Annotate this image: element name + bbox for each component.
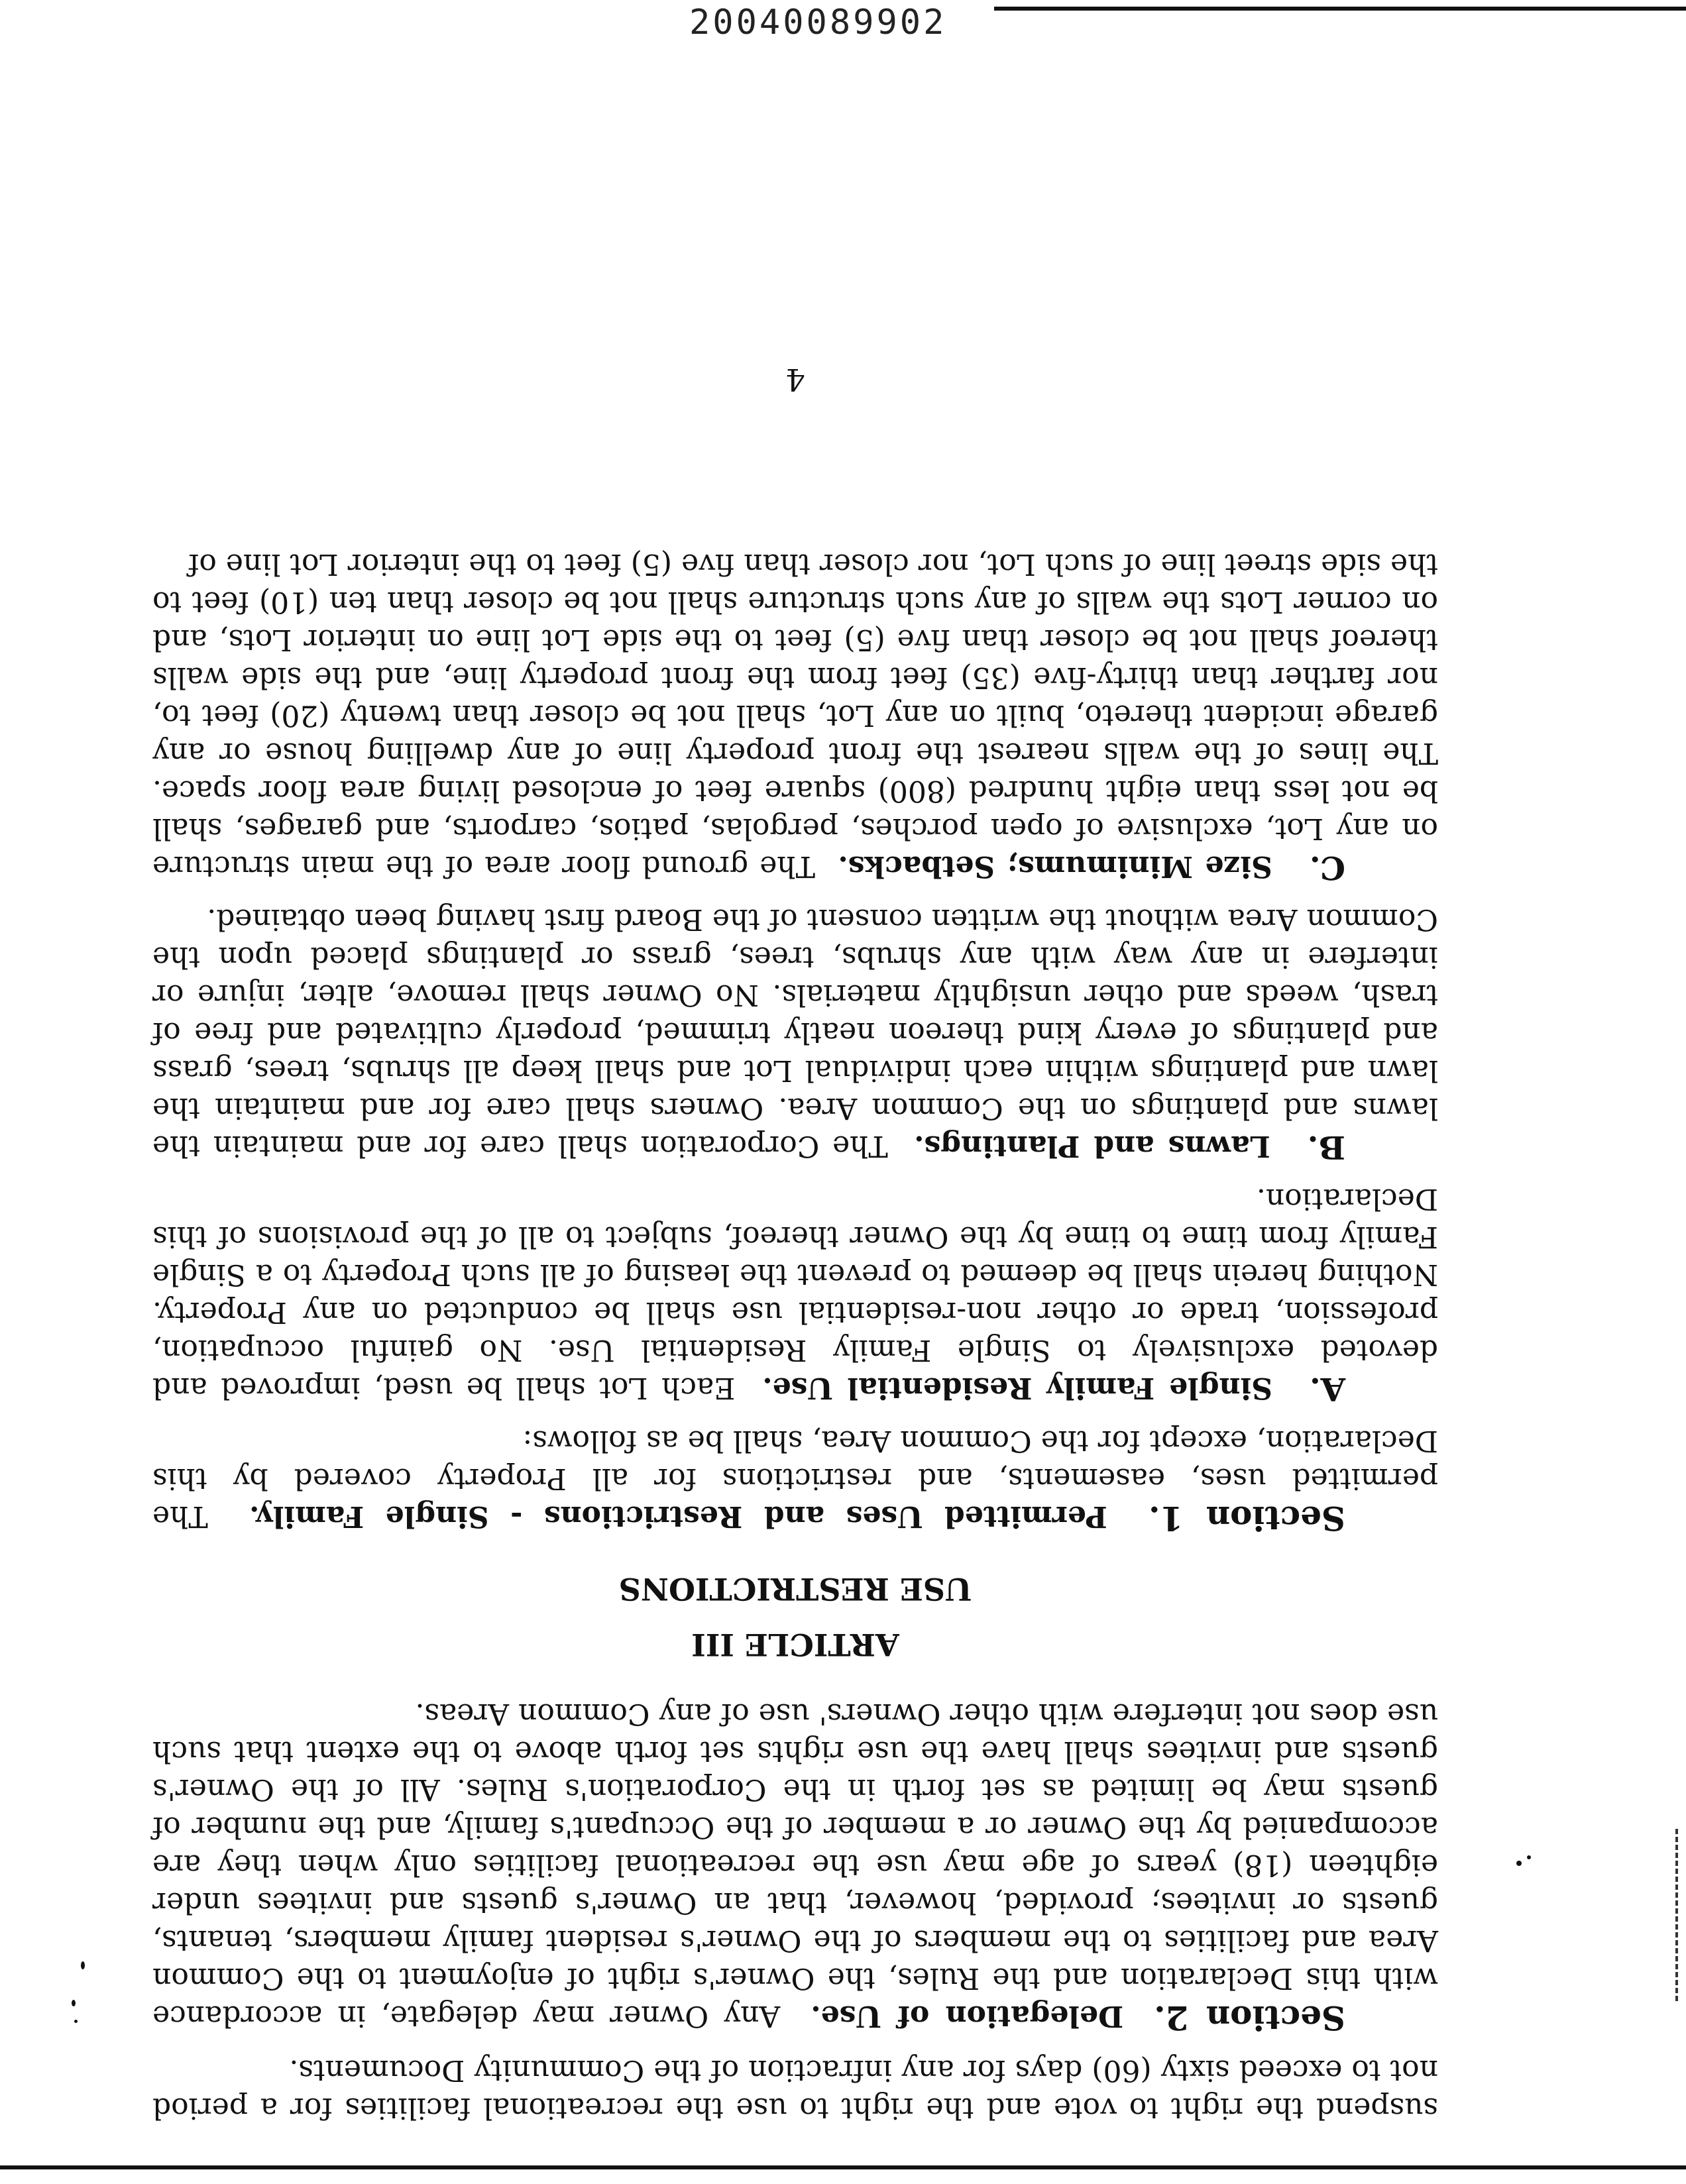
section-1-text: The permitted uses, easements, and restrictions for all Property covered by this Declaration, except for the Common Area, shall be as follows: [152,1424,1438,1533]
top-rule [994,7,1686,11]
scan-speck [74,2020,78,2023]
scan-speck [81,1961,85,1969]
section-2-label: Section 2. [1154,1998,1345,2038]
subsection-c-letter: C. [1309,849,1345,886]
section-1-paragraph [152,1422,1438,1537]
subsection-c-paragraph [152,545,1438,886]
page-number: 4 [785,362,805,398]
scan-header [0,0,1686,40]
subsection-a-title: Single Family Residential Use. [762,1371,1273,1405]
subsection-b-text: The Corporation shall care for and maintain the lawns and plantings on the Common Area. Owners shall care for and maintain the lawn and plantings within each individual Lot and shall keep all shrubs, trees, grass and plantings of every kind thereon neatly trimmed, properly cultivated and free of trash, weeds and other unsightly materials. No Owner shall remove, alter, injure or interfere in any way with any shrubs, trees, grass or plantings placed upon the Common Area without the written consent of the Board first having been obtained. [152,902,1438,1163]
subsection-c-title: Size Minimums; Setbacks. [838,849,1272,883]
section-2-title: Delegation of Use. [811,1999,1124,2033]
subsection-a-text: Each Lot shall be used, improved and devoted exclusively to Single Family Residential Use. No gainful occupation, profession, trade or other non-residential use shall be conducted on any Property. Nothing herein shall be deemed to prevent the leasing of all such Property to a Single Family from time to time by the Owner thereof, subject to all of the provisions of this Declaration. [152,1182,1438,1405]
document-number: 20040089902 [689,3,947,42]
subsection-b-letter: B. [1307,1128,1345,1166]
scan-speck [72,2000,76,2006]
article-title: USE RESTRICTIONS [618,1571,972,1607]
continued-paragraph: suspend the right to vote and the right to use the recreational facilities for a period not to exceed sixty (60) days for any infraction of the Community Documents. [152,2053,1438,2125]
section-1-label: Section 1. [1149,1499,1345,1538]
upside-down-page [152,219,1438,2127]
article-number: ARTICLE III [691,1627,899,1663]
subsection-a-paragraph [152,1180,1438,1407]
section-1-title: Permitted Uses and Restrictions - Single Family. [249,1500,1107,1533]
scan-speck [1527,1855,1531,1859]
subsection-b-paragraph [152,901,1438,1166]
subsection-a-letter: A. [1310,1370,1345,1407]
subsection-c-text: The ground floor area of the main structure on any Lot, exclusive of open porches, pergolas, patios, carports, and garages, shall be not less than eight hundred (800) square feet of enclosed living area floor space. The lines of the walls nearest the front property line of any dwelling house or any garage incident thereto, built on any Lot, shall not be closer than twenty (20) feet to, nor farther than thirty-five (35) feet from the front property line, and the side walls thereof shall not be closer than five (5) feet to the side Lot line on interior Lots, and on corner Lots the walls of any such structure shall not be closer than ten (10) feet to the side street line of such Lot, nor closer than five (5) feet to the interior Lot line of [152,547,1438,883]
subsection-b-title: Lawns and Plantings. [914,1129,1270,1163]
section-2-paragraph [152,1695,1438,2037]
scan-speck [1516,1861,1522,1866]
section-2-text: Any Owner may delegate, in accordance with this Declaration and the Rules, the Owner's right of enjoyment to the Common Area and facilities to the members of the Owner's resident family members, tenants, guests or invitees; provided, however, that an Owner's guests and invitees under eighteen (18) years of age may use the recreational facilities only when they are accompanied by the Owner or a member of the Occupant's family, and the number of guests may be limited as set forth in the Corporation's Rules. All of the Owner's guests and invitees shall have the use rights set forth above to the extent that such use does not interfere with other Owners' use of any Common Areas. [152,1697,1438,2033]
scan-edge-marks [1675,1829,1685,2001]
page-body [152,531,1438,2127]
bottom-rule [0,2165,1686,2169]
